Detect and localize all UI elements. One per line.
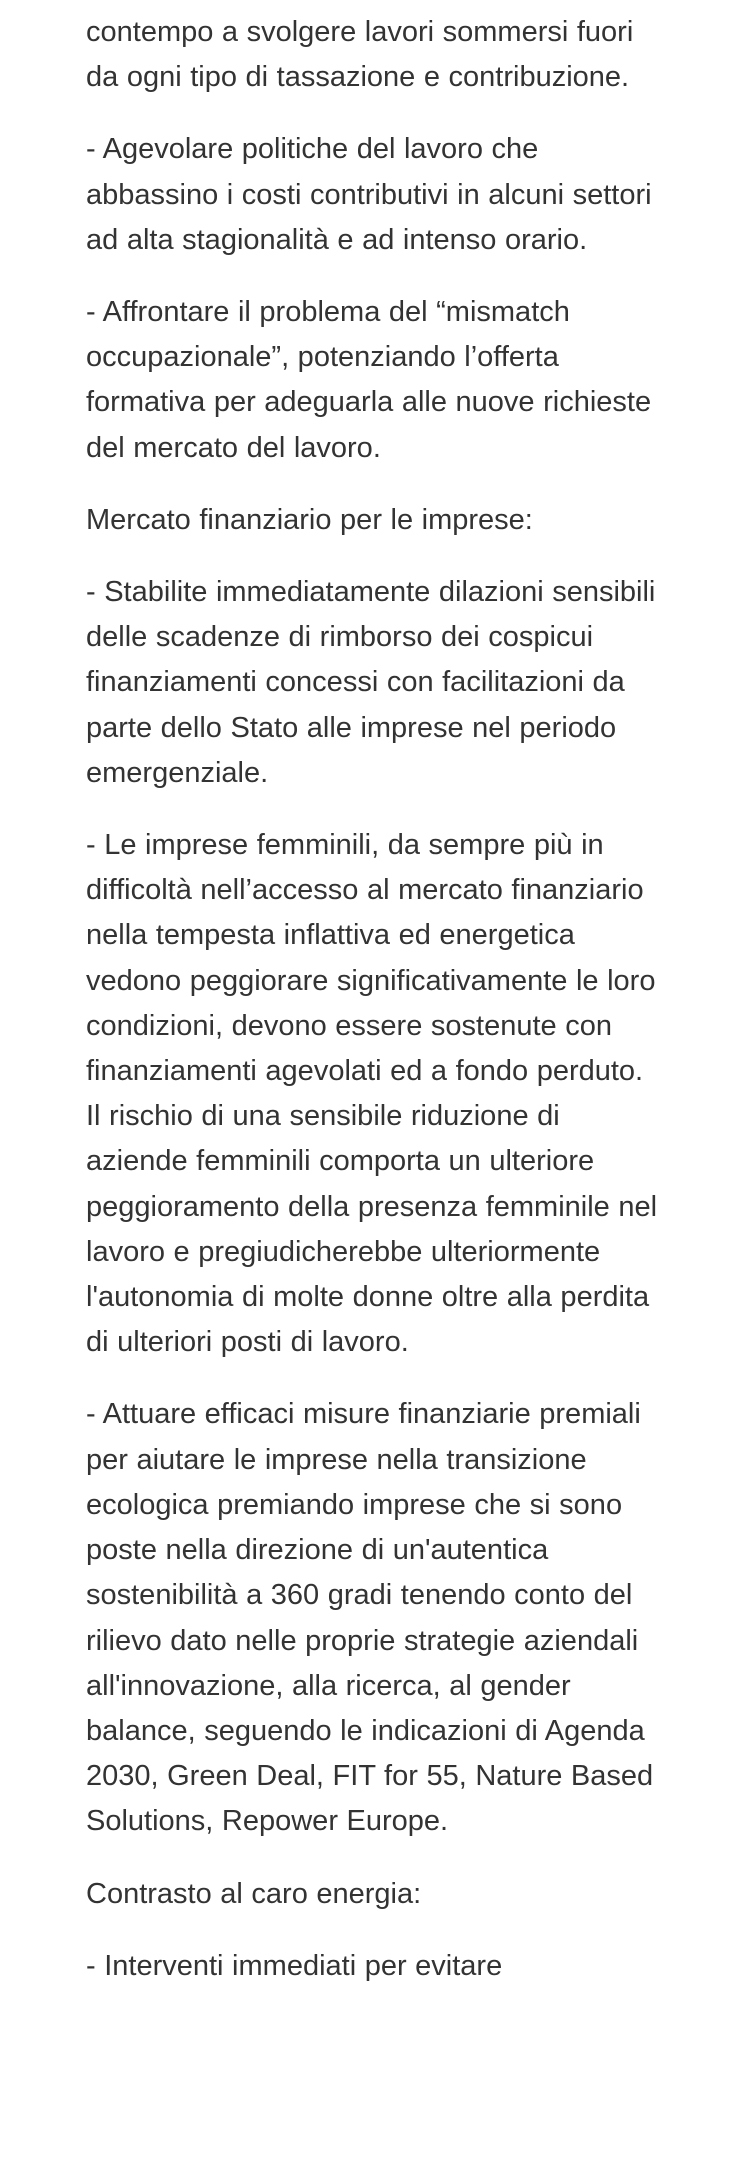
paragraph-immediate-interventions: - Interventi immediati per evitare bbox=[86, 1949, 503, 1982]
section-heading-energy-costs: Contrasto al caro energia: bbox=[86, 1877, 422, 1910]
paragraph-green-transition: - Attuare efficaci misure finanziarie premiali per aiutare le imprese nella transizione ecologica premiando imprese che si sono poste nella direzione di un'autentica sostenibilità a 360 gradi tenendo conto del rilievo dato nelle proprie strategie aziendali all'innovazione, alla ricerca, al gender balance, seguendo le indicazioni di Agenda 2030, Green Deal, FIT for 55, Nature Based Solutions, Repower Europe. bbox=[86, 1398, 654, 1838]
paragraph-labor-policies: - Agevolare politiche del lavoro che abbassino i costi contributivi in alcuni settori ad alta stagionalità e ad intenso orario. bbox=[86, 133, 652, 256]
section-heading-financial-market: Mercato finanziario per le imprese: bbox=[86, 503, 533, 536]
paragraph-repayment-deferral: - Stabilite immediatamente dilazioni sensibili delle scadenze di rimborso dei cospicui finanziamenti concessi con facilitazioni da parte dello Stato alle imprese nel periodo emergenziale. bbox=[86, 576, 656, 789]
article-body bbox=[86, 10, 666, 1989]
paragraph-tax-evasion-end: contempo a svolgere lavori sommersi fuori da ogni tipo di tassazione e contribuzione. bbox=[86, 16, 634, 94]
paragraph-female-enterprises: - Le imprese femminili, da sempre più in difficoltà nell’accesso al mercato finanziario nella tempesta inflattiva ed energetica vedono peggiorare significativamente le loro condizioni, devono essere sostenute con finanziamenti agevolati ed a fondo perduto. Il rischio di una sensibile riduzione di aziende femminili comporta un ulteriore peggioramento della presenza femminile nel lavoro e pregiudicherebbe ulteriormente l'autonomia di molte donne oltre alla perdita di ulteriori posti di lavoro. bbox=[86, 829, 658, 1359]
paragraph-mismatch: - Affrontare il problema del “mismatch occupazionale”, potenziando l’offerta formativa per adeguarla alle nuove richieste del mercato del lavoro. bbox=[86, 296, 652, 464]
